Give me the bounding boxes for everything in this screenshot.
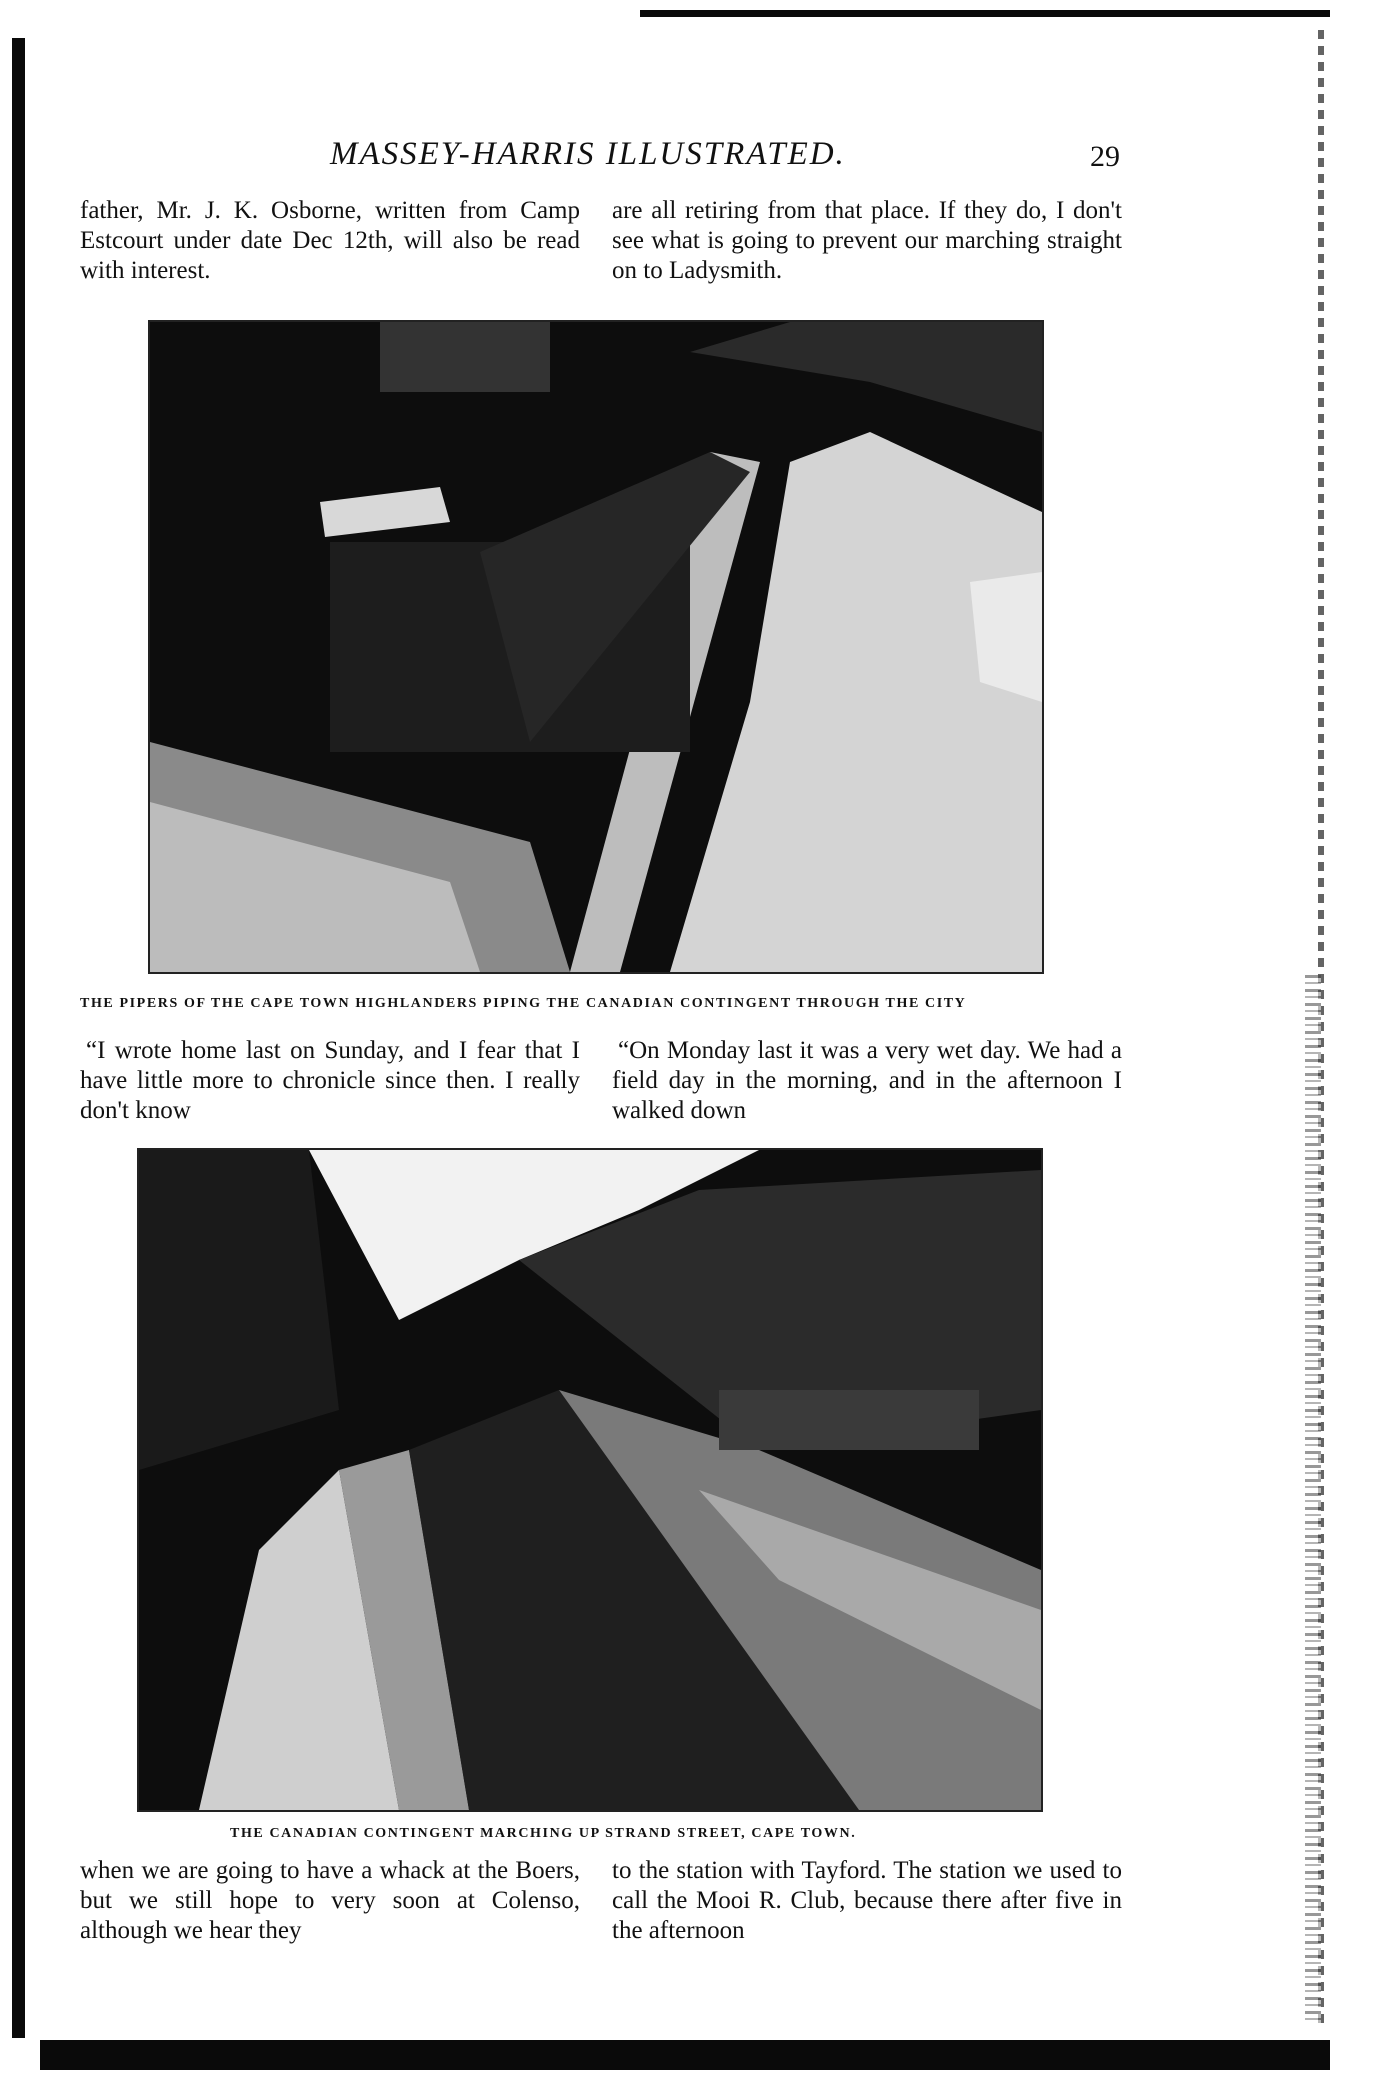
scan-strip — [1305, 975, 1321, 2025]
caption-photo-2: THE CANADIAN CONTINGENT MARCHING UP STRAND STREET, CAPE TOWN. — [230, 1826, 857, 1841]
page-header — [150, 136, 1120, 182]
text-block-top-left: father, Mr. J. K. Osborne, written from Camp Estcourt under date Dec 12th, will also be read with interest. — [80, 197, 580, 284]
text-block-middle-right: “On Monday last it was a very wet day. We had a field day in the morning, and in the afternoon I walked down — [612, 1037, 1122, 1124]
text-block-top-right: are all retiring from that place. If they do, I don't see what is going to prevent our marching straight on to Ladysmith. — [612, 197, 1122, 284]
running-head: MASSEY-HARRIS ILLUSTRATED. — [330, 136, 846, 172]
text-block-middle-left: “I wrote home last on Sunday, and I fear that I have little more to chronicle since then. I really don't know — [80, 1037, 580, 1124]
page-edge-top — [640, 10, 1330, 17]
page-edge-left — [12, 38, 25, 2038]
caption-photo-1: THE PIPERS OF THE CAPE TOWN HIGHLANDERS PIPING THE CANADIAN CONTINGENT THROUGH THE CITY — [80, 996, 967, 1011]
page-edge-bottom — [40, 2040, 1330, 2070]
text-block-bottom-right: to the station with Tayford. The station we used to call the Mooi R. Club, because there after five in the afternoon — [612, 1857, 1122, 1944]
photo-strand-street-march — [137, 1148, 1043, 1812]
page-number: 29 — [1090, 140, 1120, 173]
photo-pipers-procession — [148, 320, 1044, 974]
text-block-bottom-left: when we are going to have a whack at the Boers, but we still hope to very soon at Colenso, although we hear they — [80, 1857, 580, 1944]
